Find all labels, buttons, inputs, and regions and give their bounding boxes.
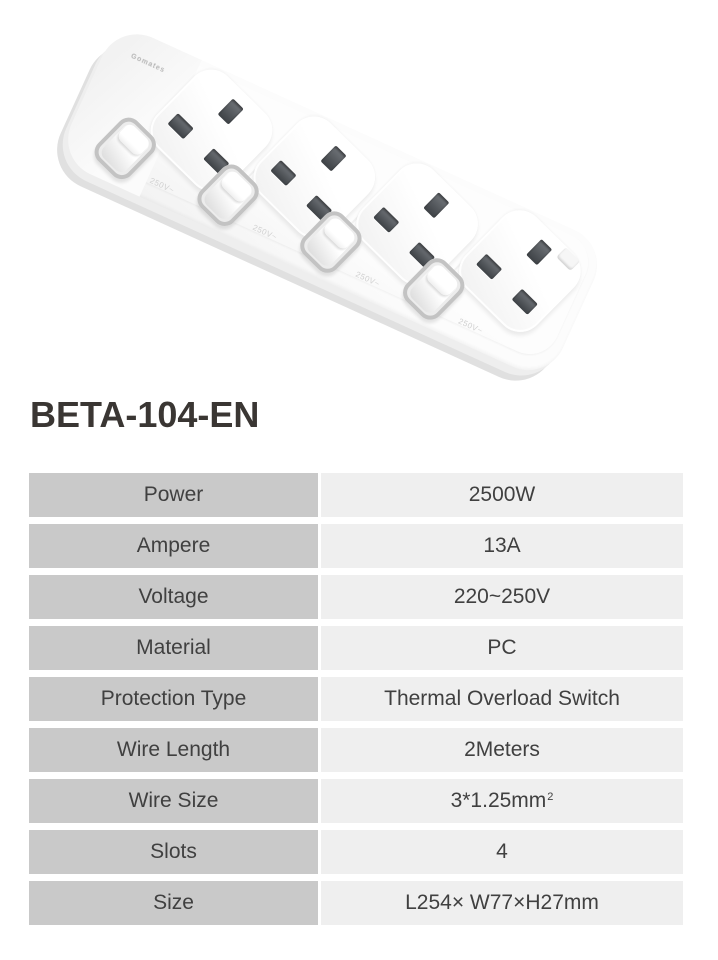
earth-pin-hole [218, 98, 244, 124]
spec-label-cell: Power [29, 473, 318, 517]
spec-row [29, 881, 683, 925]
spec-label-cell: Wire Size [29, 779, 318, 823]
socket-voltage-marking: 250V~ [148, 176, 176, 195]
spec-label-cell: Slots [29, 830, 318, 874]
spec-row [29, 575, 683, 619]
spec-value-cell [321, 830, 683, 874]
spec-value-text: 220~250V [453, 585, 551, 608]
spec-value-cell [321, 473, 683, 517]
product-image [0, 0, 718, 392]
spec-row [29, 473, 683, 517]
spec-value-cell [321, 677, 683, 721]
socket-voltage-marking: 250V~ [354, 269, 382, 289]
spec-label-cell: Ampere [29, 524, 318, 568]
socket-voltage-marking: 250V~ [251, 222, 279, 242]
live-pin-hole [270, 160, 296, 186]
spec-value-cell [321, 575, 683, 619]
neutral-pin-hole [512, 289, 538, 315]
power-strip [56, 22, 610, 382]
spec-row [29, 524, 683, 568]
spec-label-cell: Protection Type [29, 677, 318, 721]
spec-label-cell: Voltage [29, 575, 318, 619]
earth-pin-hole [526, 239, 552, 265]
spec-value-cell [321, 626, 683, 670]
spec-value-text: 2Meters [464, 738, 540, 761]
spec-value-text: 13A [483, 534, 521, 557]
live-pin-hole [168, 113, 194, 139]
spec-value-text: Thermal Overload Switch [384, 687, 620, 710]
spec-label-cell: Material [29, 626, 318, 670]
spec-row [29, 779, 683, 823]
live-pin-hole [373, 207, 399, 233]
spec-value-cell [321, 881, 683, 925]
spec-value-text: L254× W77×H27mm [405, 891, 599, 914]
live-pin-hole [476, 254, 502, 280]
spec-table [29, 473, 683, 932]
spec-value-cell [321, 728, 683, 772]
spec-value-text: 4 [496, 840, 508, 863]
spec-row [29, 677, 683, 721]
spec-value-text: 2500W [468, 483, 536, 506]
spec-value-text: PC [487, 636, 517, 659]
spec-label-cell: Wire Length [29, 728, 318, 772]
spec-label-cell: Size [29, 881, 318, 925]
brand-logo-text: Gomates [129, 52, 167, 75]
earth-pin-hole [320, 145, 346, 171]
spec-value-cell: 3*1.25mm 2 [321, 779, 683, 823]
spec-row [29, 830, 683, 874]
socket-voltage-marking: 250V~ [456, 316, 485, 336]
spec-row [29, 626, 683, 670]
spec-value-cell [321, 524, 683, 568]
earth-pin-hole [423, 192, 449, 218]
product-title: BETA-104-EN [30, 394, 260, 435]
spec-row [29, 728, 683, 772]
spec-value-text: 3*1.25mm [450, 789, 547, 812]
